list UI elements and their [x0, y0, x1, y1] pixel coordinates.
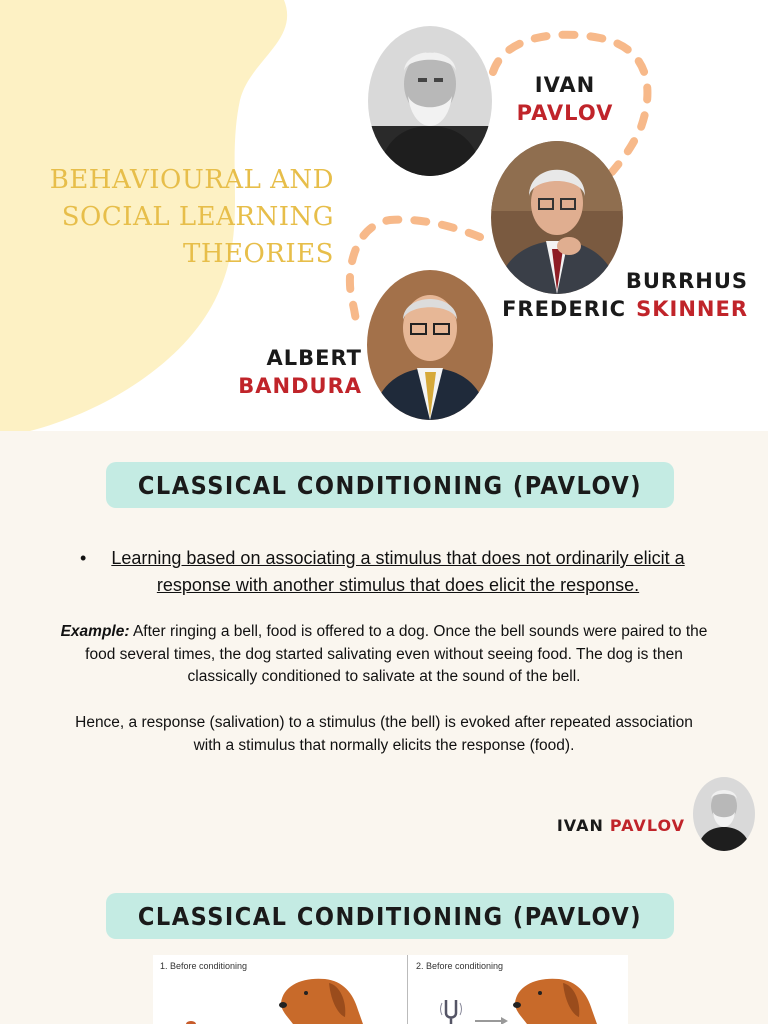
- bullet-dot: •: [80, 548, 87, 568]
- section-heading-banner: [106, 462, 674, 508]
- bandura-portrait: [367, 270, 493, 420]
- diagram-caption-2: 2. Before conditioning: [416, 961, 504, 971]
- pavlov-small-portrait: [693, 777, 755, 851]
- skinner-name-label: [500, 267, 748, 323]
- example-label: Example:: [60, 623, 130, 640]
- diagram-caption-1: 1. Before conditioning: [160, 961, 248, 971]
- definition-bullet: [80, 545, 700, 599]
- attribution-name: [540, 816, 685, 835]
- section-heading: CLASSICAL CONDITIONING (PAVLOV): [137, 470, 643, 500]
- title-line-3: THEORIES: [183, 239, 334, 269]
- section-heading-banner-2: [106, 893, 674, 939]
- bandura-name-label: [220, 344, 362, 400]
- skinner-middle-name: FREDERIC: [502, 297, 627, 321]
- bandura-first-name: ALBERT: [266, 346, 362, 370]
- diagram-illustrations: [153, 955, 628, 1024]
- conclusion-paragraph: Hence, a response (salivation) to a stimulus (the bell) is evoked after repeated association with a stimulus that normally elicits the response (food).: [75, 714, 693, 754]
- section-heading-2: CLASSICAL CONDITIONING (PAVLOV): [137, 901, 643, 931]
- example-text: After ringing a bell, food is offered to a dog. Once the bell sounds were paired to the food several times, the dog started salivating even without seeing food. The dog is then classically conditioned to salivate at the sound of the bell.: [85, 623, 708, 685]
- hero-section: [0, 0, 768, 431]
- skinner-first-name: BURRHUS: [625, 269, 748, 293]
- attribution-first-name: IVAN: [556, 816, 604, 835]
- attribution-last-name: PAVLOV: [609, 816, 685, 835]
- bandura-last-name: BANDURA: [238, 374, 362, 398]
- dog-icon-2: [513, 979, 597, 1024]
- title-line-2: SOCIAL LEARNING: [61, 202, 334, 232]
- definition-text: Learning based on associating a stimulus that does not ordinarily elicit a response with another stimulus that does elicit the response.: [111, 548, 685, 595]
- page-title: [10, 162, 334, 273]
- arrow-icon: [475, 1017, 508, 1024]
- pavlov-portrait: [368, 26, 492, 176]
- example-paragraph: [60, 621, 708, 689]
- pavlov-first-name: IVAN: [534, 73, 596, 97]
- title-line-1: BEHAVIOURAL AND: [49, 165, 334, 195]
- tuning-fork-icon: [441, 1000, 462, 1024]
- dog-icon: [279, 979, 363, 1024]
- skinner-last-name: SKINNER: [636, 297, 748, 321]
- pavlov-last-name: PAVLOV: [516, 101, 614, 125]
- pavlov-name-label: [510, 71, 620, 127]
- conditioning-diagram: [153, 955, 628, 1024]
